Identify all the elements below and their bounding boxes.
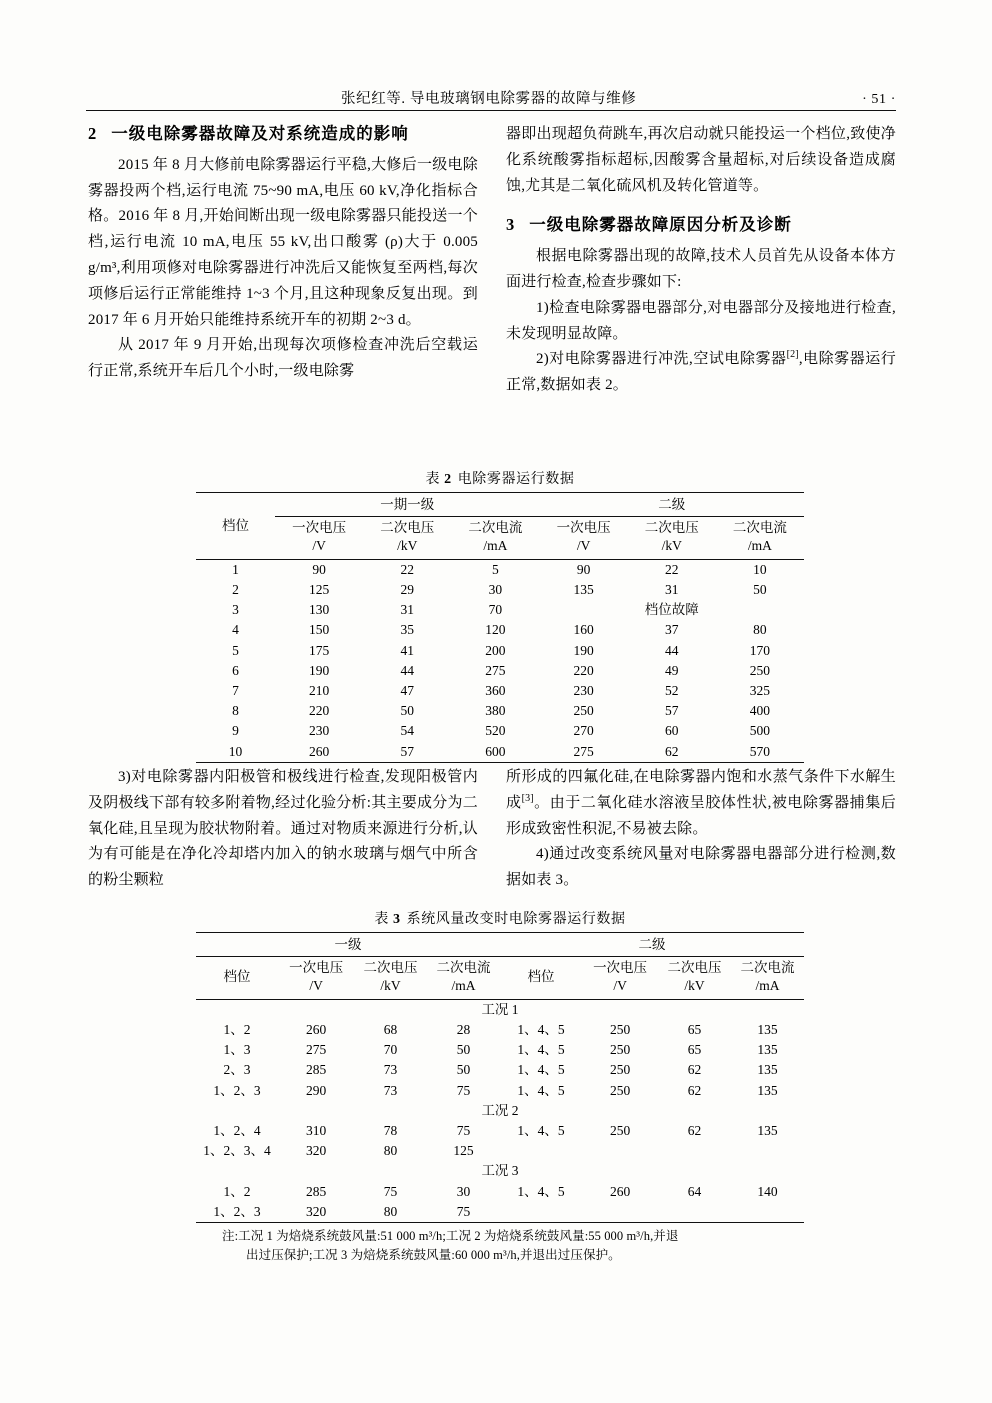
table-3 xyxy=(196,932,804,1223)
table-2-cell: 41 xyxy=(400,642,415,658)
left-paragraph-3: 3)对电除雾器内阳极管和极线进行检查,发现阳极管内及阴极线下部有较多附着物,经过化验分析:其主要成分为二氧化硅,且呈现为胶状物附着。通过对物质来源进行分析,认为有可能是在净化冷却塔内加入的钠水玻璃与烟气中所含的粉尘颗粒 xyxy=(88,769,478,889)
section-heading-2 xyxy=(88,122,478,147)
table-row-group-label xyxy=(196,1101,804,1121)
table-3-cell: 80 xyxy=(383,1143,398,1159)
table-2-cell: 10 xyxy=(716,559,804,580)
table-row xyxy=(196,559,804,580)
table-3-group-header-2: 二级 xyxy=(500,933,804,957)
table-3-cell: 73 xyxy=(383,1082,398,1098)
table-3-cell: 250 xyxy=(609,1122,631,1138)
table-3-col-name-6: 一次电压 xyxy=(593,960,648,976)
right-paragraph-3: 1)检查电除雾器电器部分,对电器部分及接地进行检查,未发现明显故障。 xyxy=(506,299,896,342)
table-3-cell: 250 xyxy=(609,1062,631,1078)
table-2-cell: 125 xyxy=(308,581,330,597)
table-2-cell: 570 xyxy=(716,742,804,763)
section-2-number: 2 xyxy=(88,124,98,143)
table-3-col-unit-2: /V xyxy=(309,978,323,994)
table-2-cell: 260 xyxy=(275,742,363,763)
table-2-col-header-3 xyxy=(451,517,539,559)
table-3-col-name-8: 二次电流 xyxy=(740,960,795,976)
table-2-cell: 70 xyxy=(488,602,503,618)
table-3-cell: 320 xyxy=(305,1143,327,1159)
table-3-cell: 125 xyxy=(453,1143,474,1159)
table-2-cell: 5 xyxy=(451,559,539,580)
table-3-cell-empty xyxy=(582,1202,658,1223)
table-2-cell: 190 xyxy=(308,662,330,678)
table-3-col-name-1: 档位 xyxy=(223,969,251,985)
table-3-cell-empty xyxy=(500,1202,582,1223)
table-3-col-unit-3: /kV xyxy=(380,978,401,994)
table-3-cell: 62 xyxy=(687,1062,702,1078)
table-3-head xyxy=(196,933,804,1000)
table-row xyxy=(196,1081,804,1101)
table-3-cell-gear: 2、3 xyxy=(223,1062,251,1078)
table-3-col-name-5: 档位 xyxy=(527,969,555,985)
table-2-cell: 380 xyxy=(485,703,506,719)
table-3-cell: 28 xyxy=(456,1021,471,1037)
right-paragraph-5b: 。由于二氧化硅水溶液呈胶体性状,被电除雾器捕集后形成致密性积泥,不易被去除。 xyxy=(506,794,896,837)
table-row xyxy=(196,1141,804,1161)
right-paragraph-4 xyxy=(506,347,896,399)
table-3-cell-gear: 1、4、5 xyxy=(517,1122,565,1138)
table-3-cell: 135 xyxy=(757,1042,778,1058)
table-2-cell: 57 xyxy=(664,703,679,719)
table-3-body xyxy=(196,999,804,1222)
table-3-cell: 75 xyxy=(383,1183,398,1199)
table-3-col-header-5 xyxy=(500,957,582,999)
table-2-col-header-1 xyxy=(275,517,363,559)
table-2-cell-gear: 6 xyxy=(232,662,239,678)
left-column-bottom xyxy=(88,765,478,894)
table-3-cell: 260 xyxy=(609,1183,631,1199)
table-3-condition-label: 工况 2 xyxy=(481,1102,519,1118)
table-3-cell: 64 xyxy=(687,1183,702,1199)
table-3-cell-empty xyxy=(500,1141,582,1161)
table-2-col-unit-5: /kV xyxy=(661,538,682,554)
table-2-cell: 275 xyxy=(485,662,506,678)
table-3-col-header-2 xyxy=(278,957,354,999)
right-paragraph-5a: 所形成的四氟化硅,在电除雾器内饱和水蒸气条件下水解生成 xyxy=(506,769,896,811)
table-3-group-header-1: 一级 xyxy=(196,933,500,957)
table-2-corner-header: 档位 xyxy=(196,493,275,560)
table-2-cell-gear: 10 xyxy=(196,742,275,763)
table-3-cell: 290 xyxy=(305,1082,327,1098)
table-2-cell: 62 xyxy=(628,742,716,763)
section-2-title: 一级电除雾器故障及对系统造成的影响 xyxy=(111,124,409,143)
table-2-head xyxy=(196,493,804,560)
table-3-col-name-3: 二次电压 xyxy=(363,960,418,976)
table-3-cell: 285 xyxy=(305,1062,327,1078)
table-3-cell: 250 xyxy=(609,1042,631,1058)
table-2-col-header-5 xyxy=(628,517,716,559)
table-2-cell: 360 xyxy=(485,682,506,698)
table-3-cell-gear: 1、2 xyxy=(223,1021,251,1037)
table-3-cell-gear: 1、2、3、4 xyxy=(203,1143,271,1159)
table-2-group-header-2: 二级 xyxy=(540,493,805,517)
table-row xyxy=(196,1121,804,1141)
table-3-col-header-6 xyxy=(582,957,658,999)
table-3-cell-empty xyxy=(658,1202,731,1223)
table-2-col-name-1: 一次电压 xyxy=(292,520,347,536)
table-2-cell: 270 xyxy=(573,723,594,739)
table-2-cell: 230 xyxy=(573,682,594,698)
table-2-cell: 52 xyxy=(664,682,679,698)
table-3-cell-gear: 1、4、5 xyxy=(517,1062,565,1078)
table-3-cell-gear: 1、3 xyxy=(223,1042,251,1058)
table-3-cell-empty xyxy=(582,1141,658,1161)
table-3-cell: 285 xyxy=(305,1183,327,1199)
table-3-cell: 65 xyxy=(687,1042,702,1058)
table-3-cell: 320 xyxy=(278,1202,354,1223)
table-row xyxy=(196,1182,804,1202)
table-3-note xyxy=(196,1227,804,1266)
table-3-cell-gear: 1、2、3 xyxy=(196,1202,278,1223)
table-3-cell-gear: 1、4、5 xyxy=(517,1082,565,1098)
table-2-cell: 37 xyxy=(664,622,679,638)
table-2-cell-gear: 1 xyxy=(196,559,275,580)
table-2-cell: 90 xyxy=(540,559,628,580)
table-2-cell: 175 xyxy=(308,642,330,658)
right-paragraph-1: 器即出现超负荷跳车,再次启动就只能投运一个档位,致使净化系统酸雾指标超标,因酸雾含量超标,对后续设备造成腐蚀,尤其是二氧化硫风机及转化管道等。 xyxy=(506,126,896,194)
table-2-cell: 31 xyxy=(664,581,679,597)
table-3-note-line-2: 出过压保护;工况 3 为焙烧系统鼓风量:60 000 m³/h,并退出过压保护。 xyxy=(246,1248,621,1263)
table-3-cell: 50 xyxy=(456,1062,471,1078)
table-row xyxy=(196,681,804,701)
table-2-col-header-4 xyxy=(540,517,628,559)
table-2-col-unit-3: /mA xyxy=(483,538,508,554)
table-3-col-unit-6: /V xyxy=(613,978,627,994)
table-2-cell: 250 xyxy=(573,703,594,719)
table-3-cell-gear: 1、4、5 xyxy=(517,1021,565,1037)
table-row-group-label xyxy=(196,999,804,1020)
right-paragraph-6: 4)通过改变系统风量对电除雾器电器部分进行检测,数据如表 3。 xyxy=(506,846,896,889)
table-2-col-unit-2: /kV xyxy=(397,538,418,554)
table-2-cell-gear: 2 xyxy=(232,581,239,597)
table-3-condition-label: 工况 1 xyxy=(196,999,804,1020)
table-2-block xyxy=(196,468,804,763)
table-2-cell: 44 xyxy=(400,662,415,678)
right-column-top xyxy=(506,122,896,399)
right-paragraph-5 xyxy=(506,765,896,842)
table-2-column-header-row xyxy=(196,517,804,559)
table-3-cell: 275 xyxy=(305,1042,327,1058)
table-3-cell-gear: 1、2 xyxy=(223,1183,251,1199)
table-2-cell: 250 xyxy=(749,662,771,678)
table-3-cell: 135 xyxy=(757,1122,778,1138)
right-column-bottom xyxy=(506,765,896,894)
table-3-cell: 68 xyxy=(383,1021,398,1037)
left-column-top xyxy=(88,122,478,385)
table-2-col-unit-1: /V xyxy=(312,538,326,554)
table-2-cell: 210 xyxy=(308,682,330,698)
left-paragraph-2: 从 2017 年 9 月开始,出现每次项修检查冲洗后空载运行正常,系统开车后几个小时,一级电除雾 xyxy=(88,337,478,380)
table-row xyxy=(196,620,804,640)
table-2-col-name-5: 二次电压 xyxy=(644,520,699,536)
table-3-cell: 65 xyxy=(687,1021,702,1037)
table-3-cell-empty xyxy=(731,1141,804,1161)
table-2-cell: 22 xyxy=(363,559,451,580)
table-row xyxy=(196,661,804,681)
table-3-cell: 73 xyxy=(383,1062,398,1078)
table-row xyxy=(196,641,804,661)
table-2-cell: 230 xyxy=(308,723,330,739)
table-2-cell: 49 xyxy=(664,662,679,678)
table-3-col-header-7 xyxy=(658,957,731,999)
table-3-col-header-8 xyxy=(731,957,804,999)
table-2-cell-gear: 3 xyxy=(232,602,239,618)
table-2-cell: 400 xyxy=(749,703,771,719)
table-2-cell: 80 xyxy=(753,622,767,638)
table-3-note-line-1: 注:工况 1 为焙烧系统鼓风量:51 000 m³/h;工况 2 为焙烧系统鼓风量:55 000 m³/h,并退 xyxy=(222,1229,679,1244)
reference-marker-2: [2] xyxy=(786,349,799,361)
right-paragraph-2: 根据电除雾器出现的故障,技术人员首先从设备本体方面进行检查,检查步骤如下: xyxy=(506,248,896,290)
table-row xyxy=(196,1060,804,1080)
table-2-cell: 90 xyxy=(275,559,363,580)
table-2-cell-gear: 8 xyxy=(232,703,239,719)
table-3-cell: 260 xyxy=(305,1021,327,1037)
table-3-cell-empty xyxy=(731,1202,804,1223)
table-2-caption-title: 电除雾器运行数据 xyxy=(457,472,575,487)
table-2-cell-gear: 5 xyxy=(232,642,239,658)
table-3-cell-gear: 1、4、5 xyxy=(517,1183,565,1199)
table-row xyxy=(196,1040,804,1060)
header-divider xyxy=(86,110,896,111)
table-3-cell-gear: 1、4、5 xyxy=(517,1042,565,1058)
table-2-col-name-4: 一次电压 xyxy=(556,520,611,536)
table-2-cell: 30 xyxy=(488,581,503,597)
table-2-cell: 50 xyxy=(400,703,415,719)
table-2-cell-gear: 9 xyxy=(232,723,239,739)
table-3-col-unit-8: /mA xyxy=(755,978,780,994)
table-row xyxy=(196,721,804,741)
table-3-cell: 75 xyxy=(456,1082,471,1098)
table-3-cell: 250 xyxy=(609,1021,631,1037)
table-2-cell-gear: 7 xyxy=(232,682,239,698)
table-2-cell: 275 xyxy=(540,742,628,763)
table-2-cell: 220 xyxy=(308,703,330,719)
table-3-col-header-1 xyxy=(196,957,278,999)
table-2-body xyxy=(196,559,804,762)
table-2-cell: 22 xyxy=(628,559,716,580)
table-2-cell: 150 xyxy=(308,622,330,638)
table-3-cell: 140 xyxy=(757,1183,778,1199)
table-3-cell: 70 xyxy=(383,1042,398,1058)
table-3-cell: 30 xyxy=(456,1183,471,1199)
table-row xyxy=(196,580,804,600)
table-3-caption-title: 系统风量改变时电除雾器运行数据 xyxy=(406,912,626,927)
table-3-caption xyxy=(196,908,804,928)
table-2-cell: 520 xyxy=(485,723,506,739)
table-2-cell: 31 xyxy=(400,602,415,618)
table-row-group-label xyxy=(196,1161,804,1181)
section-heading-3 xyxy=(506,213,896,238)
table-2-caption xyxy=(196,468,804,488)
table-3-cell: 135 xyxy=(757,1082,778,1098)
left-paragraph-1: 2015 年 8 月大修前电除雾器运行平稳,大修后一级电除雾器投两个档,运行电流 75~90 mA,电压 60 kV,净化指标合格。2016 年 8 月,开始间断出现一级电除雾器只能投送一个档,运行电流 10 mA,电压 55 kV,出口酸雾 (ρ)大于 0.005 g/m³,利用项修对电除雾器进行冲洗后又能恢复至两档,每次项修后运行正常能维持 1~3 个月,且这种现象反复出现。到 2017 年 6 月开始只能维持系统开车的初期 2~3 d。 xyxy=(88,156,478,328)
table-2-cell: 170 xyxy=(749,642,771,658)
table-2-cell: 35 xyxy=(400,622,415,638)
right-paragraph-4a: 2)对电除雾器进行冲洗,空试电除雾器 xyxy=(536,351,787,368)
table-3-caption-label: 表 xyxy=(374,912,389,927)
table-row xyxy=(196,742,804,763)
table-row xyxy=(196,1202,804,1223)
table-2-cell: 44 xyxy=(664,642,679,658)
table-3-cell-gear: 1、2、4 xyxy=(213,1122,261,1138)
table-2-cell: 50 xyxy=(753,581,767,597)
table-3-cell: 80 xyxy=(354,1202,427,1223)
table-2-col-name-2: 二次电压 xyxy=(380,520,435,536)
table-2-caption-label: 表 xyxy=(425,472,441,487)
table-2-col-header-6 xyxy=(716,517,804,559)
reference-marker-3: [3] xyxy=(521,792,534,804)
table-3-group-row xyxy=(196,933,804,957)
table-2-fault-cell: 档位故障 xyxy=(644,602,699,618)
table-3-caption-number: 3 xyxy=(393,912,401,927)
table-2-cell: 135 xyxy=(573,581,594,597)
table-2-col-name-6: 二次电流 xyxy=(732,520,787,536)
table-2-cell: 120 xyxy=(485,622,506,638)
table-2-cell: 57 xyxy=(363,742,451,763)
table-2-cell: 600 xyxy=(451,742,539,763)
table-2-cell: 220 xyxy=(573,662,594,678)
page-number: · 51 · xyxy=(862,92,896,107)
table-3-cell: 135 xyxy=(757,1021,778,1037)
running-head-title: 张纪红等. 导电玻璃钢电除雾器的故障与维修 xyxy=(341,91,637,107)
section-3-number: 3 xyxy=(506,215,516,235)
table-3-cell: 62 xyxy=(687,1122,702,1138)
right-paragraph-4b: ,电除雾器运行正常,数据如表 2。 xyxy=(506,351,896,394)
table-2-group-header-1: 一期一级 xyxy=(275,493,539,517)
table-3-cell: 75 xyxy=(456,1122,471,1138)
table-3-col-name-4: 二次电流 xyxy=(436,960,491,976)
table-3-col-header-4 xyxy=(427,957,500,999)
table-3-cell: 310 xyxy=(305,1122,327,1138)
table-3-cell-empty xyxy=(658,1141,731,1161)
table-2-cell: 200 xyxy=(485,642,506,658)
table-row xyxy=(196,1020,804,1040)
table-3-block xyxy=(196,908,804,1266)
section-3-title: 一级电除雾器故障原因分析及诊断 xyxy=(529,215,792,235)
table-3-cell: 250 xyxy=(609,1082,631,1098)
table-2-cell: 29 xyxy=(400,581,415,597)
table-row xyxy=(196,701,804,721)
table-2-caption-number: 2 xyxy=(444,472,452,487)
table-2-col-name-3: 二次电流 xyxy=(468,520,523,536)
table-3-cell-gear: 1、2、3 xyxy=(213,1082,261,1098)
table-2-cell: 47 xyxy=(400,682,415,698)
table-row xyxy=(196,600,804,620)
table-3-col-unit-7: /kV xyxy=(684,978,705,994)
table-2-group-row xyxy=(196,493,804,517)
table-2 xyxy=(196,492,804,763)
table-2-cell: 54 xyxy=(400,723,415,739)
table-3-col-unit-4: /mA xyxy=(451,978,476,994)
table-2-cell-gear: 4 xyxy=(232,622,239,638)
table-3-cell: 50 xyxy=(456,1042,471,1058)
table-2-cell: 160 xyxy=(573,622,594,638)
table-2-col-header-2 xyxy=(363,517,451,559)
table-2-cell: 60 xyxy=(664,723,679,739)
table-2-cell: 500 xyxy=(749,723,771,739)
table-2-cell: 130 xyxy=(308,602,330,618)
running-head xyxy=(86,82,896,108)
table-3-cell: 75 xyxy=(427,1202,500,1223)
table-2-col-unit-6: /mA xyxy=(747,538,772,554)
table-3-col-name-2: 一次电压 xyxy=(289,960,344,976)
table-2-col-unit-4: /V xyxy=(576,538,591,554)
table-3-cell: 78 xyxy=(383,1122,398,1138)
table-3-col-name-7: 二次电压 xyxy=(667,960,722,976)
table-2-cell: 325 xyxy=(749,682,771,698)
table-3-col-header-3 xyxy=(354,957,427,999)
table-3-cell: 62 xyxy=(687,1082,702,1098)
table-3-cell: 135 xyxy=(757,1062,778,1078)
table-2-cell: 190 xyxy=(573,642,594,658)
table-3-column-header-row xyxy=(196,957,804,999)
table-3-condition-label: 工况 3 xyxy=(481,1163,519,1179)
